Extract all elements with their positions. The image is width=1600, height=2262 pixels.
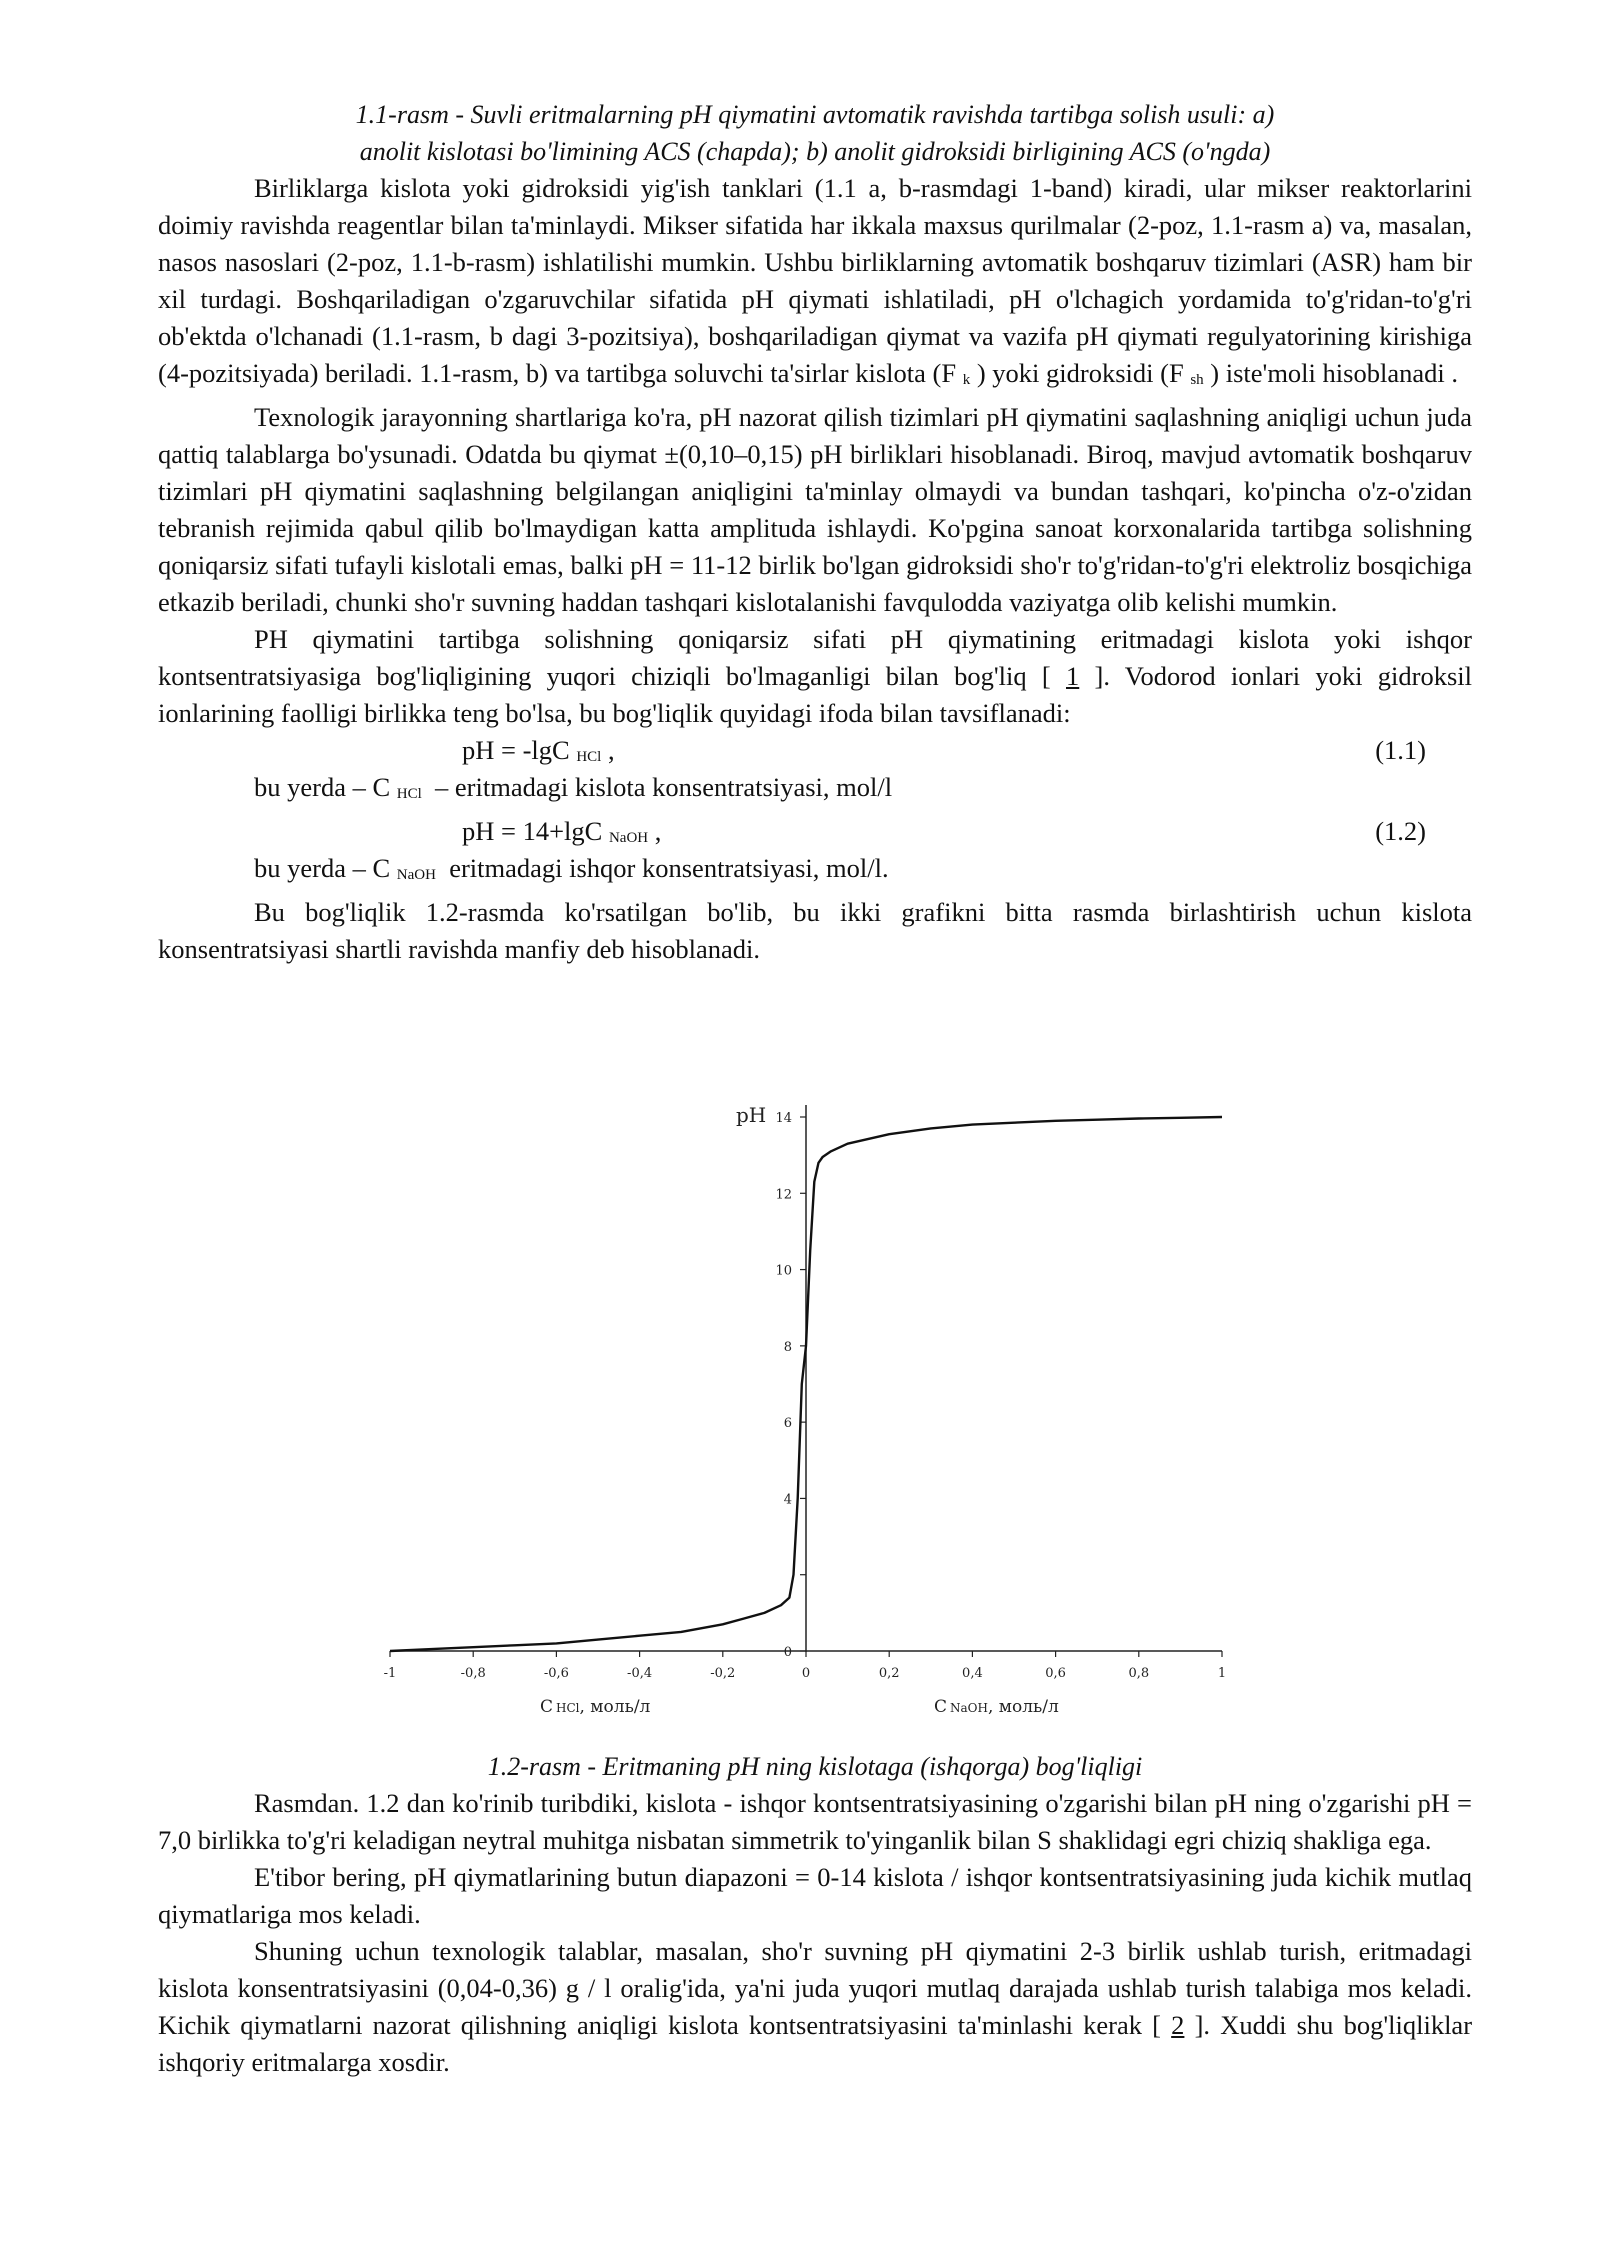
equation-1-2-number: (1.2) xyxy=(1375,816,1426,846)
x-tick-label: 0,2 xyxy=(878,1666,900,1681)
paragraph-7-end: ]. Xuddi shu bog'liqliklar ishqoriy eritmalarga xosdir. xyxy=(158,2010,1473,2077)
ph-curve xyxy=(390,1117,1222,1651)
y-tick-label: 12 xyxy=(775,1187,792,1203)
x-label-acid-pre: C xyxy=(540,1697,554,1717)
definition-naoh xyxy=(158,850,1472,894)
x-label-base-sub: NaOH xyxy=(950,1701,988,1715)
eq1-formula-text: pH = -lgC xyxy=(462,735,570,765)
x-label-base-post: , моль/л xyxy=(987,1697,1059,1717)
x-tick-label: 0,4 xyxy=(962,1666,983,1681)
def1-pre: bu yerda – C xyxy=(254,772,391,802)
caption-line-1: 1.1-rasm - Suvli eritmalarning pH qiymatini avtomatik ravishda tartibga solish usuli: a) xyxy=(355,100,1275,129)
eq2-formula-text: pH = 14+lgC xyxy=(462,816,603,846)
reference-link-2[interactable]: 2 xyxy=(1171,2010,1185,2040)
figure-1-2-caption: 1.2-rasm - Eritmaning pH ning kislotaga (ishqorga) bog'liqligi xyxy=(487,1752,1143,1781)
subscript-sh: sh xyxy=(1190,372,1204,388)
paragraph-1-mid: ) yoki gidroksidi (F xyxy=(976,358,1184,388)
x-axis-label-acid xyxy=(540,1697,651,1717)
equation-1-1 xyxy=(158,732,1472,769)
paragraph-1-text: Birliklarga kislota yoki gidroksidi yig'ish tanklari (1.1 a, b-rasmdagi 1-band) kiradi, ular mikser reaktorlarini doimiy ravishda reagentlar bilan ta'minlaydi. Mikser sifatida har ikkala maxsus qurilmalar (2-poz, 1.1-rasm a) va, masalan, nasos nasoslari (2-poz, 1.1-b-rasm) ishlatilishi mumkin. Ushbu birliklarning avtomatik boshqaruv tizimlari (ASR) ham bir xil turdagi. Boshqariladigan o'zgaruvchilar sifatida pH qiymati ishlatiladi, pH o'lchagich yordamida to'g'ridan-to'g'ri ob'ektda o'lchanadi (1.1-rasm, b dagi 3-pozitsiya), boshqariladigan qiymat va vazifa pH qiymati regulyatorining kirishiga (4-pozitsiyada) beriladi. 1.1-rasm, b) va tartibga soluvchi ta'sirlar kislota (F xyxy=(158,173,1472,388)
text-after-figure xyxy=(158,1748,1472,2081)
paragraph-1 xyxy=(158,170,1472,399)
x-tick-label: -1 xyxy=(383,1666,397,1681)
paragraph-7 xyxy=(158,1933,1472,2081)
y-tick-label: 10 xyxy=(775,1263,792,1279)
x-ticks xyxy=(384,1651,1226,1681)
paragraph-3-text: PH qiymatini tartibga solishning qoniqarsiz sifati pH qiymatining eritmadagi kislota yoki ishqor kontsentratsiyasiga bog'liqligining yuqori chiziqli bo'lmaganligi bilan bog'liq [ xyxy=(158,624,1472,691)
paragraph-3-end: ]. Vodorod ionlari yoki gidroksil ionlarining faolligi birlikka teng bo'lsa, bu bog'liqlik quyidagi ifoda bilan tavsiflanadi: xyxy=(158,661,1472,728)
x-tick-label: -0,8 xyxy=(460,1666,486,1681)
eq1-subscript: HCl xyxy=(576,749,602,765)
y-axis-label: pH xyxy=(736,1103,767,1127)
x-tick-label: 0 xyxy=(801,1666,811,1681)
eq2-tail: , xyxy=(654,816,662,846)
reference-link-1[interactable]: 1 xyxy=(1066,661,1080,691)
y-tick-label: 0 xyxy=(783,1645,792,1660)
paragraph-5: Rasmdan. 1.2 dan ko'rinib turibdiki, kislota - ishqor kontsentratsiyasining o'zgarishi bilan pH ning o'zgarishi pH = 7,0 birlikka to'g'ri keladigan neytral muhitga nisbatan simmetrik to'yinganlik bilan S shaklidagi egri chiziq shakliga ega. xyxy=(158,1788,1472,1855)
x-tick-label: -0,6 xyxy=(543,1666,569,1681)
equation-1-1-formula xyxy=(462,732,615,776)
paragraph-3 xyxy=(158,621,1472,732)
y-ticks xyxy=(775,1111,806,1660)
x-axis-label-base xyxy=(934,1697,1059,1717)
x-tick-label: -0,4 xyxy=(627,1666,653,1681)
document-page xyxy=(158,96,1472,968)
def2-subscript: NaOH xyxy=(396,867,436,883)
y-tick-label: 4 xyxy=(783,1492,792,1508)
x-tick-label: 0,6 xyxy=(1045,1666,1066,1681)
paragraph-2: Texnologik jarayonning shartlariga ko'ra, pH nazorat qilish tizimlari pH qiymatini saqlashning aniqligi uchun juda qattiq talablarga bo'ysunadi. Odatda bu qiymat ±(0,10–0,15) pH birliklari hisoblanadi. Biroq, mavjud avtomatik boshqaruv tizimlari pH qiymatini saqlashning belgilangan aniqligini ta'minlay olmaydi va bundan tashqari, ko'pincha o'z-o'zidan tebranish rejimida qabul qilib bo'lmaydigan katta amplituda ishlaydi. Ko'pgina sanoat korxonalarida tartibga solishning qoniqarsiz sifati tufayli kislotali emas, balki pH = 11-12 birlik bo'lgan gidroksidi sho'r to'g'ridan-to'g'ri elektroliz bosqichiga etkazib beriladi, chunki sho'r suvning haddan tashqari kislotalanishi favqulodda vaziyatga olib kelishi mumkin. xyxy=(158,402,1472,617)
x-tick-label: 0,8 xyxy=(1128,1666,1150,1681)
def2-post: eritmadagi ishqor konsentratsiyasi, mol/l. xyxy=(449,853,889,883)
x-tick-label: -0,2 xyxy=(710,1666,736,1681)
definition-hcl xyxy=(158,769,1472,813)
figure-1-1-caption xyxy=(158,96,1472,170)
paragraph-6: E'tibor bering, pH qiymatlarining butun diapazoni = 0-14 kislota / ishqor kontsentratsiyasining juda kichik mutlaq qiymatlariga mos keladi. xyxy=(158,1862,1472,1929)
paragraph-4: Bu bog'liqlik 1.2-rasmda ko'rsatilgan bo'lib, bu ikki grafikni bitta rasmda birlashtirish uchun kislota konsentratsiyasi shartli ravishda manfiy deb hisoblanadi. xyxy=(158,897,1472,964)
y-tick-label: 6 xyxy=(783,1416,792,1432)
subscript-k: k xyxy=(962,372,971,388)
y-tick-label: 14 xyxy=(775,1111,792,1126)
x-tick-label: 1 xyxy=(1217,1666,1227,1681)
eq1-tail: , xyxy=(607,735,615,765)
equation-1-2 xyxy=(158,813,1472,850)
def1-subscript: HCl xyxy=(396,786,422,802)
paragraph-1-end: ) iste'moli hisoblanadi . xyxy=(1210,358,1458,388)
y-tick-label: 8 xyxy=(783,1339,792,1355)
equation-1-1-number: (1.1) xyxy=(1375,735,1426,765)
x-label-acid-post: , моль/л xyxy=(579,1697,651,1717)
eq2-subscript: NaOH xyxy=(608,830,649,846)
paragraph-7-text: Shuning uchun texnologik talablar, masalan, sho'r suvning pH qiymatini 2-3 birlik ushlab turish, eritmadagi kislota konsentratsiyasini (0,04-0,36) g / l oralig'ida, ya'ni juda yuqori mutlaq darajada ushlab turish talabiga mos keladi. Kichik qiymatlarni nazorat qilishning aniqligi kislota kontsentratsiyasini ta'minlashi kerak [ xyxy=(158,1936,1472,2040)
x-label-acid-sub: HCl xyxy=(556,1701,580,1715)
equation-1-2-formula xyxy=(462,813,661,857)
x-label-base-pre: C xyxy=(934,1697,948,1717)
caption-line-2: anolit kislotasi bo'limining ACS (chapda); b) anolit gidroksidi birligining ACS (o'ngda) xyxy=(359,137,1271,166)
def2-pre: bu yerda – C xyxy=(254,853,391,883)
def1-post: – eritmadagi kislota konsentratsiyasi, mol/l xyxy=(435,772,893,802)
